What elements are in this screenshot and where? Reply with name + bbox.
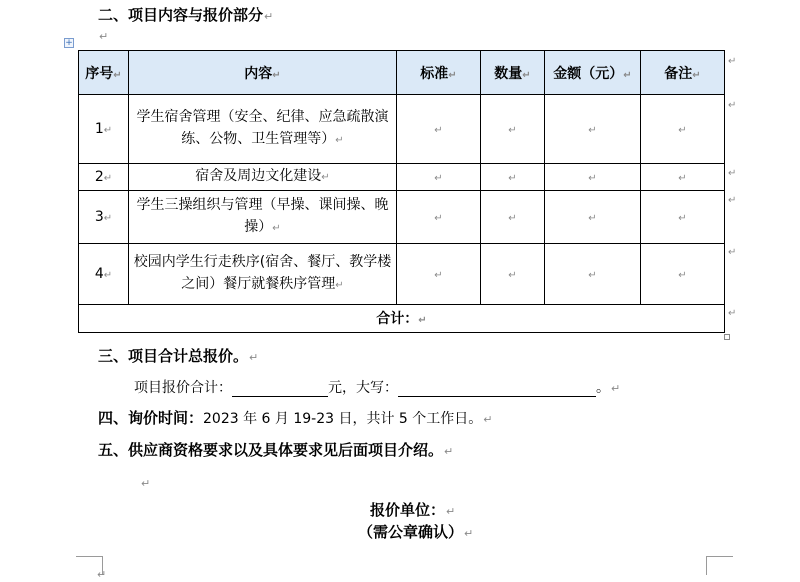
header-cell-quantity[interactable]: 数量↵ (481, 51, 545, 95)
cell-amount[interactable]: ↵ (545, 244, 641, 305)
header-cell-amount[interactable]: 金额（元）↵ (545, 51, 641, 95)
inquiry-time-text: 2023 年 6 月 19-23 日，共计 5 个工作日。 (203, 411, 483, 427)
cell-remark[interactable]: ↵ (641, 95, 725, 164)
empty-paragraph-mark: ↵ (99, 30, 109, 43)
cell-quantity[interactable]: ↵ (481, 191, 545, 244)
table-row (79, 164, 725, 191)
empty-paragraph-mark: ↵ (97, 568, 107, 581)
cell-remark[interactable]: ↵ (641, 164, 725, 191)
seal-note: （需公章确认）↵ (358, 523, 474, 541)
cell-remark[interactable]: ↵ (641, 191, 725, 244)
cell-standard[interactable]: ↵ (397, 244, 481, 305)
cell-quantity[interactable]: ↵ (481, 244, 545, 305)
section-4-line: 四、询价时间：2023 年 6 月 19-23 日，共计 5 个工作日。↵ (98, 409, 493, 427)
cell-standard[interactable]: ↵ (397, 191, 481, 244)
row-end-mark: ↵ (728, 100, 737, 111)
header-cell-standard[interactable]: 标准↵ (397, 51, 481, 95)
cell-amount[interactable]: ↵ (545, 164, 641, 191)
table-total-row (79, 304, 725, 332)
row-end-mark: ↵ (728, 195, 737, 206)
cell-content[interactable]: 宿舍及周边文化建设↵ (129, 164, 397, 191)
cell-amount[interactable]: ↵ (545, 95, 641, 164)
section-5-title: 五、供应商资格要求以及具体要求见后面项目介绍。 (98, 441, 444, 459)
cell-standard[interactable]: ↵ (397, 164, 481, 191)
quote-amount-blank[interactable] (232, 382, 328, 397)
header-cell-content[interactable]: 内容↵ (129, 51, 397, 95)
page-corner-mark-right (706, 556, 733, 575)
cell-content[interactable]: 校园内学生行走秩序(宿舍、餐厅、教学楼之间）餐厅就餐秩序管理↵ (129, 244, 397, 305)
cell-quantity[interactable]: ↵ (481, 164, 545, 191)
quote-line-end: 。 (596, 380, 610, 396)
paragraph-mark: ↵ (264, 10, 274, 23)
row-end-mark: ↵ (728, 56, 737, 67)
table-header-row (79, 51, 725, 95)
section-2-title: 二、项目内容与报价部分 (98, 6, 264, 24)
quote-unit-text: 元，大写： (328, 380, 398, 396)
table-move-handle-icon[interactable]: + (65, 38, 73, 48)
row-end-mark: ↵ (728, 247, 737, 258)
quote-total-line: 项目报价合计： 元，大写： 。↵ (134, 380, 621, 396)
cell-quantity[interactable]: ↵ (481, 95, 545, 164)
cell-no[interactable]: 4↵ (79, 244, 129, 305)
table-row (79, 191, 725, 244)
row-end-mark: ↵ (728, 168, 737, 179)
quote-total-prefix: 项目报价合计： (134, 380, 232, 396)
cell-no[interactable]: 1↵ (79, 95, 129, 164)
table-row (79, 95, 725, 164)
cell-content[interactable]: 学生宿舍管理（安全、纪律、应急疏散演练、公物、卫生管理等）↵ (129, 95, 397, 164)
cell-total[interactable]: 合计：↵ (79, 304, 725, 332)
header-cell-no[interactable]: 序号↵ (79, 51, 129, 95)
cell-no[interactable]: 2↵ (79, 164, 129, 191)
row-end-mark: ↵ (728, 308, 737, 319)
section-3-title: 三、项目合计总报价。 (98, 347, 249, 365)
cell-standard[interactable]: ↵ (397, 95, 481, 164)
quote-unit-label: 报价单位：↵ (370, 501, 456, 519)
header-cell-remark[interactable]: 备注↵ (641, 51, 725, 95)
empty-paragraph-mark: ↵ (141, 477, 151, 490)
cell-remark[interactable]: ↵ (641, 244, 725, 305)
table-resize-handle[interactable] (724, 334, 730, 340)
cell-amount[interactable]: ↵ (545, 191, 641, 244)
price-table (78, 50, 725, 333)
quote-uppercase-blank[interactable] (398, 382, 596, 397)
section-4-label: 四、询价时间： (98, 409, 204, 427)
table-row (79, 244, 725, 305)
section-2-heading (98, 4, 273, 25)
section-3-heading: 三、项目合计总报价。↵ (98, 347, 259, 365)
cell-content[interactable]: 学生三操组织与管理（早操、课间操、晚操）↵ (129, 191, 397, 244)
cell-no[interactable]: 3↵ (79, 191, 129, 244)
section-5-heading: 五、供应商资格要求以及具体要求见后面项目介绍。↵ (98, 441, 454, 459)
